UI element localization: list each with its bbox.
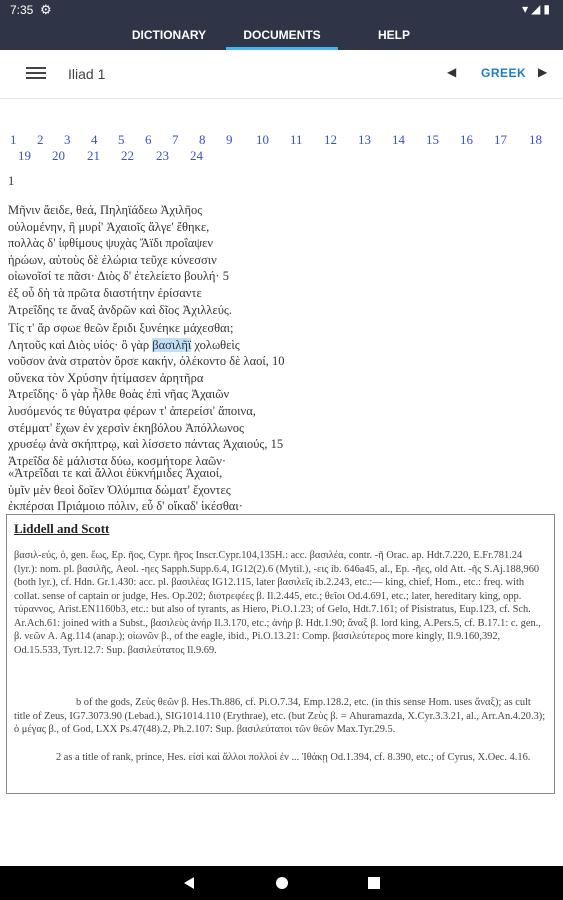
verse-line: στέμματ' ἔχων ἐν χερσὶν ἑκηβόλου Ἀπόλλωνος: [8, 420, 244, 435]
verse-line: Μῆνιν ἄειδε, θεά, Πηληϊάδεω Ἀχιλῆος: [8, 203, 203, 217]
page-link-8[interactable]: 8: [199, 132, 206, 147]
page-link-2[interactable]: 2: [37, 132, 44, 147]
lexicon-entry-sense-2: 2 as a title of rank, prince, Hes. εἰσὶ καὶ ἄλλοι πολλοὶ ἐν ... Ἰθάκῃ Od.1.394, cf. 8.390, etc.; of Cyrus, X.Oec. 4.16.: [56, 752, 531, 763]
section-number: 1: [8, 174, 15, 188]
verse-line: «Ἀτρεΐδαι τε καὶ ἄλλοι ἐϋκνήμιδες Ἀχαιοί,: [8, 466, 223, 480]
system-nav-bar: [0, 866, 563, 900]
verse-line: Τίς τ' ἄρ σφωε θεῶν ἔριδι ξυνέηκε μάχεσθαι;: [8, 321, 234, 335]
page-link-1[interactable]: 1: [10, 132, 17, 147]
top-tab-bar: [0, 20, 563, 50]
verse-line: ἐκπέρσαι Πριάμοιο πόλιν, εὖ δ' οἴκαδ' ἱκέσθαι·: [8, 499, 243, 513]
verse-line: πολλὰς δ' ἰφθίμους ψυχὰς Ἄϊδι προΐαψεν: [8, 236, 213, 251]
verse-line: οὕνεκα τὸν Χρύσην ἠτίμασεν ἀρητῆρα: [8, 370, 204, 385]
page-link-21[interactable]: 21: [87, 148, 100, 163]
page-link-18[interactable]: 18: [529, 132, 542, 147]
verse-line: Ἀτρεΐδης· ὃ γὰρ ἦλθε θοὰς ἐπὶ νῆας Ἀχαιῶν: [8, 387, 230, 402]
page-link-13[interactable]: 13: [358, 132, 371, 147]
stanza-1: [8, 202, 232, 318]
document-content: [0, 99, 563, 513]
verse-line: Ἀτρεΐδα δὲ μάλιστα δύω, κοσμήτορε λαῶν·: [8, 453, 227, 468]
selected-word[interactable]: βασιλῆϊ: [152, 337, 192, 352]
page-link-15[interactable]: 15: [426, 132, 439, 147]
home-icon[interactable]: [274, 875, 290, 891]
verse-line: ἐξ οὗ δὴ τὰ πρῶτα διαστήτην ἐρίσαντε: [8, 285, 202, 300]
page-link-4[interactable]: 4: [91, 132, 98, 147]
page-links: [0, 99, 563, 169]
lexicon-entry-sense-b: b of the gods, Ζεὺς θεῶν β. Hes.Th.886, cf. Pi.O.7.34, Emp.128.2, etc. (in this sense Hom. uses ἄναξ); as cult title of Zeus, IG7.3073.90 (Lebad.), SIG1014.110 (Erythrae), etc. (but Ζεὺς β. = Ahuramazda, X.Cyr.3.3.21, al., Arr.An.4.20.3); ὁ μέγας β., of God, LXX Ps.47(48).2, Ph.2.107: Sup. βασιλεύτατοι τῶν θεῶν Max.Tyr.29.5.: [14, 697, 546, 735]
page-link-11[interactable]: 11: [290, 132, 303, 147]
page-link-7[interactable]: 7: [172, 132, 179, 147]
stanza-2: [8, 320, 285, 469]
page-link-3[interactable]: 3: [64, 132, 71, 147]
page-link-20[interactable]: 20: [52, 148, 65, 163]
page-link-12[interactable]: 12: [324, 132, 337, 147]
stanza-3: [8, 465, 243, 513]
lexicon-entry-main: βασιλ-εύς, ὁ, gen. ἔως, Ep. ῆος, Cypr. ῆϝος Inscr.Cypr.104,135H.: acc. βασιλέα, contr. -ῆ Orac. ap. Hdt.7.220, E.Fr.781.24 (lyr.): nom. pl. βασιλῆς, Aeol. -ηες Sapph.Supp.6.4, IG12(2).6 (Mytil.), -εις ib. 646a45, al., Ep. -ῆες, old Att. -ῆς S.Aj.188,960 (both lyr.), cf. Hdn. Gr.1.430: acc. pl. βασιλέας IG12.115, later βασιλεῖς ib.2.243, etc.:— king, chief, Hom., etc.: freq. with collat. sense of captain or judge, Hes. Op.202; διοτρεφέες β. Il.2.445, etc.; θεῖοι Od.4.691, etc.; later, hereditary king, opp. τύραννος, Arist.EN1160b3, etc.: but also of tyrants, as Hiero, Pi.O.1.23; of Gelo, Hdt.7.161; of Pisistratus, Eup.123, cf. Sch. Ar.Ach.61: joined with a Subst., βασιλεὺς ἀνήρ Il.3.170, etc.; ἀνὴρ β. Hdt.1.90; ἄναξ β. lord king, A.Pers.5, cf. B.17.1: c. gen., β. νεῶν A. Ag.114 (anap.); οἰωνῶν β., of the eagle, ibid., Pi.O.13.21: Comp. βασιλεύτερος more kingly, Il.9.160,392, Od.15.533, Tyrt.12.7: Sup. βασιλεύτατος Il.9.69.: [14, 550, 541, 656]
verse-text: Λητοῦς καὶ Διὸς υἱός· ὃ γὰρ: [8, 337, 153, 352]
language-toggle-button[interactable]: GREEK: [481, 66, 527, 80]
verse-line: ἡρώων, αὐτοὺς δὲ ἑλώρια τεῦχε κύνεσσιν: [8, 252, 217, 267]
back-icon[interactable]: [181, 875, 197, 891]
verse-line: οἰωνοῖσί τε πᾶσι· Διὸς δ' ἐτελείετο βουλή· 5: [8, 269, 229, 284]
page-link-23[interactable]: 23: [156, 148, 169, 163]
lexicon-title: Liddell and Scott: [14, 521, 110, 536]
settings-status-icon: ⚙: [40, 2, 52, 17]
signal-battery-icons: ▾◢▮: [522, 2, 553, 16]
recents-icon[interactable]: [366, 875, 382, 891]
status-bar: [0, 0, 563, 20]
document-title: Iliad 1: [68, 66, 106, 82]
menu-icon[interactable]: [26, 64, 46, 84]
verse-line: λυσόμενός τε θύγατρα φέρων τ' ἀπερείσι' ἄποινα,: [8, 403, 256, 418]
tab-help[interactable]: HELP: [377, 28, 410, 42]
document-toolbar: [0, 50, 563, 99]
verse-line: νοῦσον ἀνὰ στρατὸν ὄρσε κακήν, ὀλέκοντο δὲ λαοί, 10: [8, 354, 285, 369]
page-link-14[interactable]: 14: [392, 132, 405, 147]
page-link-10[interactable]: 10: [256, 132, 269, 147]
page-link-24[interactable]: 24: [190, 148, 203, 163]
verse-line: χρυσέῳ ἀνὰ σκήπτρῳ, καὶ λίσσετο πάντας Ἀχαιούς, 15: [8, 437, 284, 452]
verse-text: χολωθεὶς: [191, 337, 240, 352]
verse-line: οὐλομένην, ἣ μυρί' Ἀχαιοῖς ἄλγε' ἔθηκε,: [8, 219, 210, 234]
next-arrow-icon[interactable]: ▶: [538, 65, 548, 79]
page-link-19[interactable]: 19: [18, 148, 31, 163]
lexicon-popup[interactable]: [6, 514, 555, 794]
page-link-16[interactable]: 16: [460, 132, 473, 147]
verse-line: ὑμῖν μὲν θεοὶ δοῖεν Ὀλύμπια δώματ' ἔχοντες: [8, 482, 231, 497]
page-link-9[interactable]: 9: [226, 132, 233, 147]
tab-dictionary[interactable]: DICTIONARY: [131, 28, 207, 42]
page-link-6[interactable]: 6: [145, 132, 152, 147]
previous-arrow-icon[interactable]: ◀: [447, 65, 457, 79]
verse-line: Ἀτρεΐδης τε ἄναξ ἀνδρῶν καὶ δῖος Ἀχιλλεύς.: [8, 302, 232, 317]
tab-documents[interactable]: DOCUMENTS: [226, 20, 338, 50]
page-link-5[interactable]: 5: [118, 132, 125, 147]
page-link-22[interactable]: 22: [121, 148, 134, 163]
verse-line: [8, 337, 285, 354]
status-time: 7:35: [10, 3, 34, 17]
page-link-17[interactable]: 17: [494, 132, 507, 147]
